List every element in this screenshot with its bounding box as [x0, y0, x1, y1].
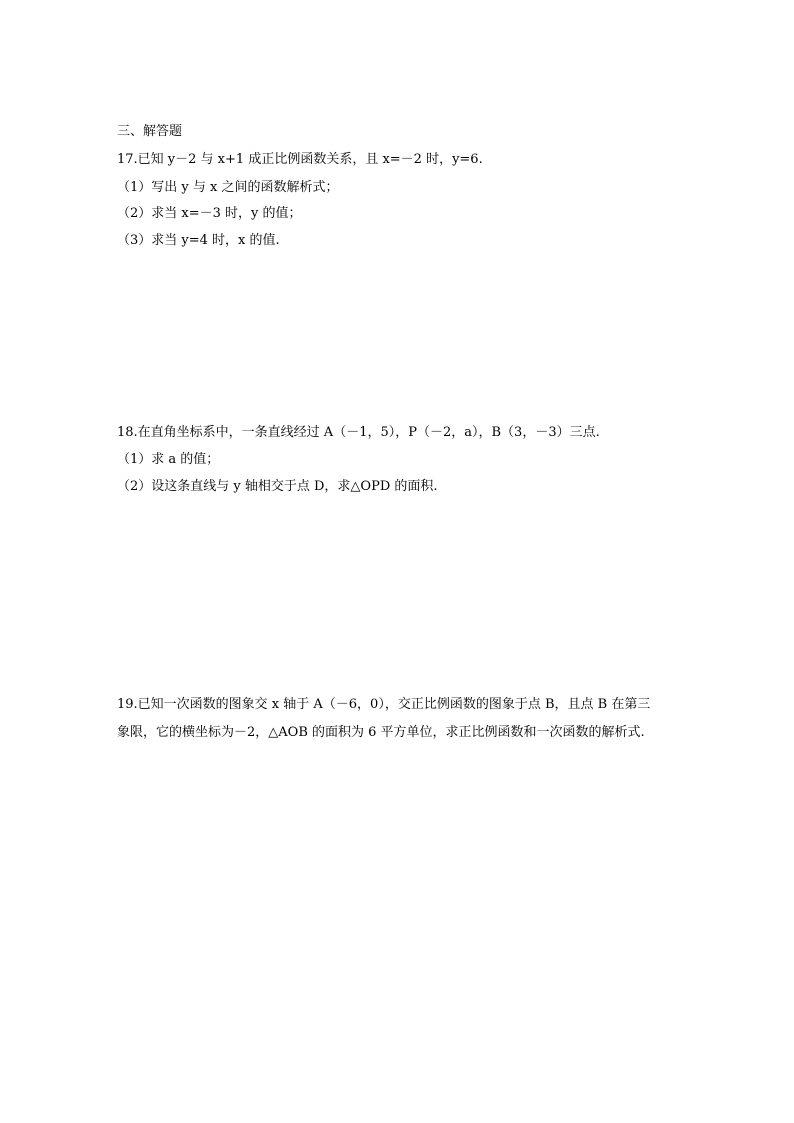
question-19-stem-line-1: 19.已知一次函数的图象交 x 轴于 A（－6，0），交正比例函数的图象于点 B，且点 B 在第三 [117, 697, 651, 712]
question-18-part-2: （2）设这条直线与 y 轴相交于点 D，求△OPD 的面积. [117, 479, 438, 494]
question-17-part-3: （3）求当 y=4 时，x 的值. [117, 233, 280, 248]
question-17-part-1: （1）写出 y 与 x 之间的函数解析式； [117, 180, 339, 195]
question-19-stem-line-2: 象限，它的横坐标为－2，△AOB 的面积为 6 平方单位，求正比例函数和一次函数的解析式. [117, 725, 645, 740]
question-17-stem: 17.已知 y－2 与 x+1 成正比例函数关系，且 x=－2 时，y=6. [117, 152, 483, 167]
question-18-part-1: （1）求 a 的值； [117, 452, 220, 467]
section-title: 三、解答题 [117, 124, 183, 139]
question-18-stem: 18.在直角坐标系中，一条直线经过 A（－1，5），P（－2，a），B（3，－3）三点. [117, 425, 600, 440]
question-17-part-2: （2）求当 x=－3 时，y 的值； [117, 206, 302, 221]
